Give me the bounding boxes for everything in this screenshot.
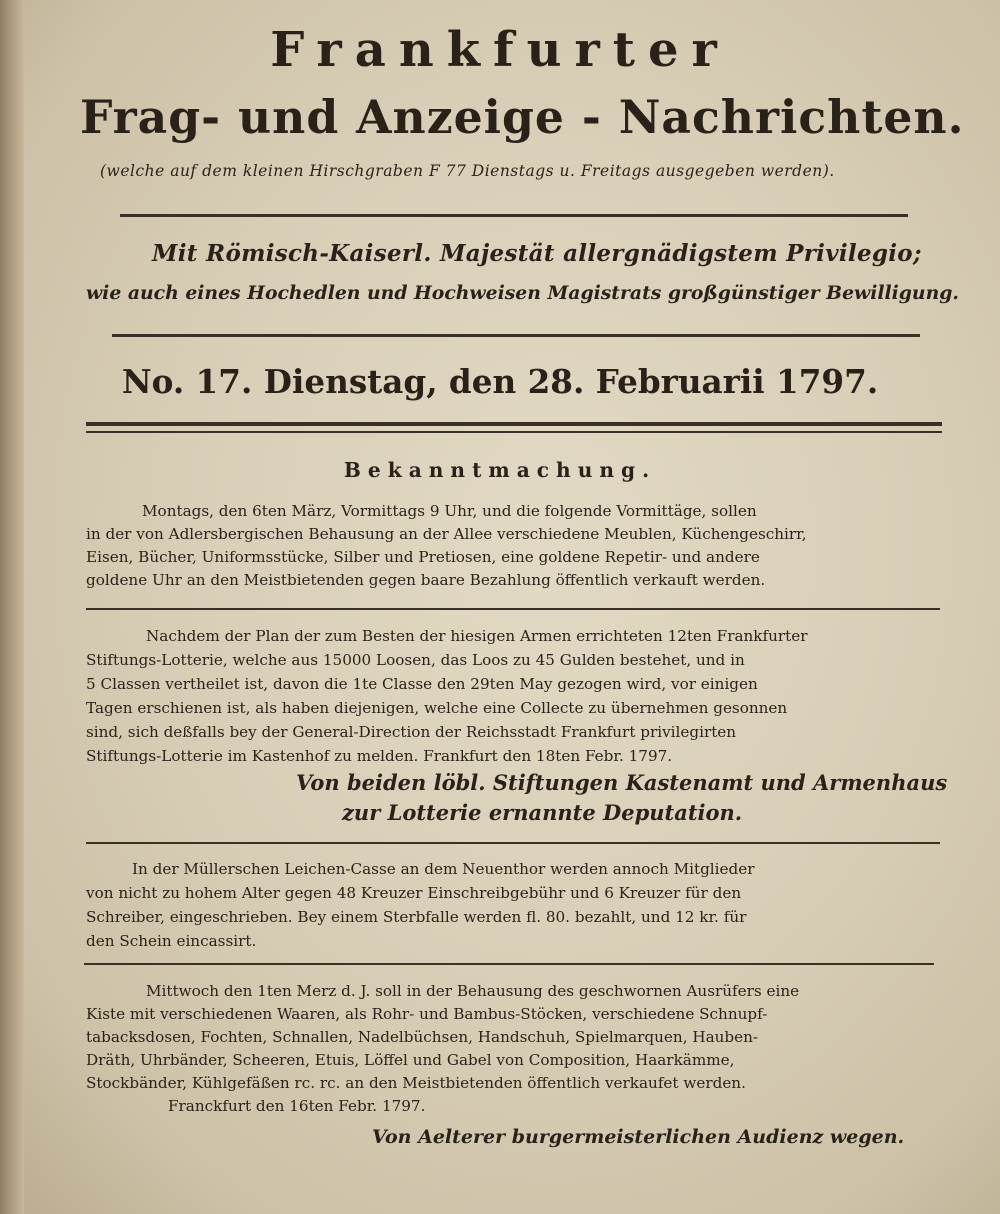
notice2-signature-line1: Von beiden löbl. Stiftungen Kastenamt und Armenhaus	[296, 770, 948, 795]
notice2-line6: Stiftungs-Lotterie im Kastenhof zu melden. Frankfurt den 18ten Febr. 1797.	[86, 747, 673, 765]
notice1-line2: in der von Adlersbergischen Behausung an der Allee verschiedene Meublen, Küchengeschirr,	[86, 525, 807, 543]
notice1-line1: Montags, den 6ten März, Vormittags 9 Uhr, und die folgende Vormittäge, sollen	[142, 502, 757, 520]
page-binding-edge	[0, 0, 24, 1214]
issue-number-date: No. 17. Dienstag, den 28. Februarii 1797.	[121, 362, 879, 401]
notice4-line3: tabacksdosen, Fochten, Schnallen, Nadelbüchsen, Handschuh, Spielmarquen, Hauben-	[86, 1028, 759, 1046]
notice2-line4: Tagen erschienen ist, als haben diejenigen, welche eine Collecte zu übernehmen gesonnen	[86, 699, 788, 717]
notice2-line5: sind, sich deßfalls bey der General-Direction der Reichsstadt Frankfurt privilegirten	[86, 723, 737, 741]
masthead-title-line1: Frankfurter	[270, 22, 730, 78]
notice2-line1: Nachdem der Plan der zum Besten der hiesigen Armen errichteten 12ten Frankfurter	[146, 627, 808, 645]
privilege-line-2: wie auch eines Hochedlen und Hochweisen Magistrats großgünstiger Bewilligung.	[86, 282, 959, 304]
notice4-line2: Kiste mit verschiedenen Waaren, als Rohr- und Bambus-Stöcken, verschiedene Schnupf-	[86, 1005, 768, 1023]
section-heading: Bekanntmachung.	[343, 458, 657, 482]
notice3-line3: Schreiber, eingeschrieben. Bey einem Sterbfalle werden fl. 80. bezahlt, und 12 kr. für	[86, 908, 747, 926]
rule-double-bottom	[86, 431, 942, 433]
rule-double-top	[86, 422, 942, 426]
notice2-line2: Stiftungs-Lotterie, welche aus 15000 Loosen, das Loos zu 45 Gulden bestehet, und in	[86, 651, 745, 669]
notice1-line4: goldene Uhr an den Meistbietenden gegen baare Bezahlung öffentlich verkauft werden.	[86, 571, 766, 589]
rule-masthead-2	[112, 334, 920, 337]
notice4-dateline: Franckfurt den 16ten Febr. 1797.	[168, 1097, 426, 1115]
notice4-signature: Von Aelterer burgermeisterlichen Audienz wegen.	[372, 1126, 905, 1148]
masthead-title-line2: Frag- und Anzeige - Nachrichten.	[80, 90, 965, 144]
masthead-subtitle: (welche auf dem kleinen Hirschgraben F 77 Dienstags u. Freitags ausgegeben werden).	[100, 162, 835, 180]
notice3-line2: von nicht zu hohem Alter gegen 48 Kreuzer Einschreibgebühr und 6 Kreuzer für den	[86, 884, 742, 902]
rule-notice-1	[86, 608, 940, 610]
privilege-line-1: Mit Römisch-Kaiserl. Majestät allergnädigstem Privilegio;	[152, 240, 922, 267]
notice2-line3: 5 Classen vertheilet ist, davon die 1te Classe den 29ten May gezogen wird, vor einigen	[86, 675, 758, 693]
notice1-line3: Eisen, Bücher, Uniformsstücke, Silber und Pretiosen, eine goldene Repetir- und andere	[86, 548, 760, 566]
notice4-line4: Dräth, Uhrbänder, Scheeren, Etuis, Löffel und Gabel von Composition, Haarkämme,	[86, 1051, 735, 1069]
notice3-line1: In der Müllerschen Leichen-Casse an dem Neuenthor werden annoch Mitglieder	[132, 860, 755, 878]
notice4-line1: Mittwoch den 1ten Merz d. J. soll in der Behausung des geschwornen Ausrüfers eine	[146, 982, 800, 1000]
notice3-line4: den Schein eincassirt.	[86, 932, 257, 950]
rule-masthead-1	[120, 214, 908, 217]
notice2-signature-line2: zur Lotterie ernannte Deputation.	[342, 800, 743, 825]
rule-notice-2	[86, 842, 940, 844]
rule-notice-3	[84, 963, 934, 965]
notice4-line5: Stockbänder, Kühlgefäßen rc. rc. an den Meistbietenden öffentlich verkaufet werden.	[86, 1074, 746, 1092]
